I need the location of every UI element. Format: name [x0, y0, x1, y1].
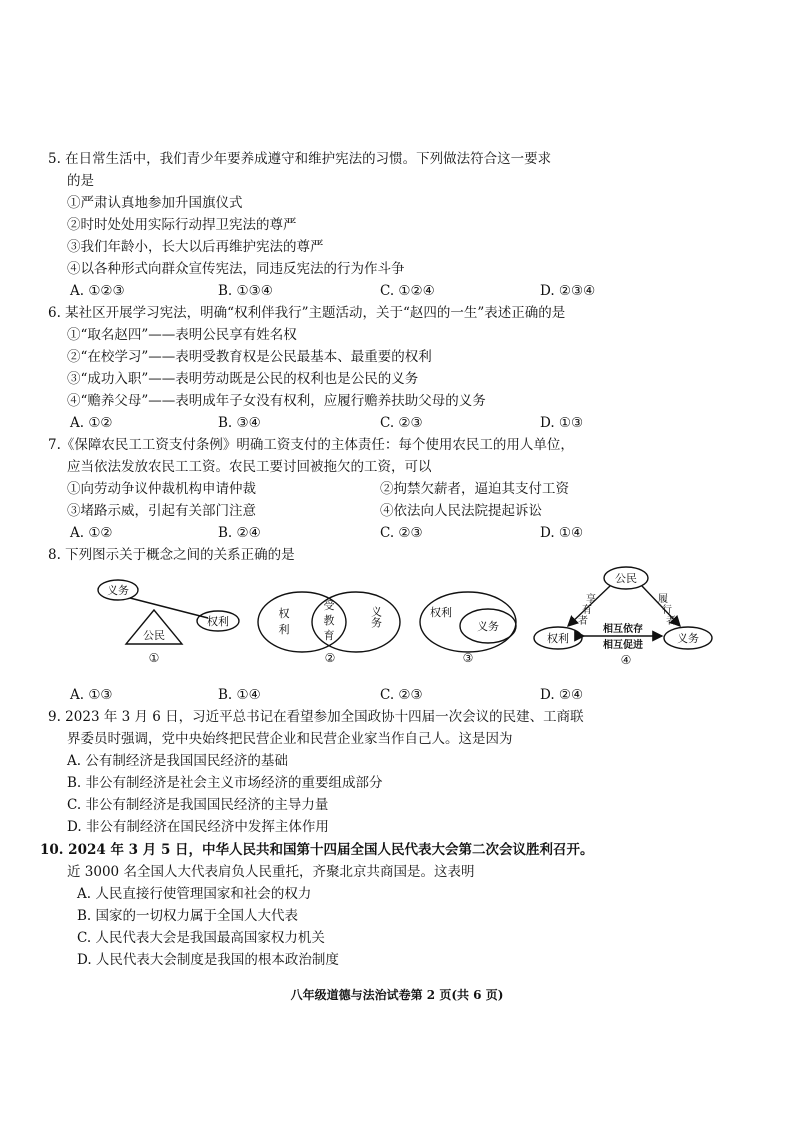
fig2-li: 利	[278, 623, 290, 636]
fig1-yiwu-label: 义务	[107, 584, 129, 597]
q7-statement-3: ③堵路示威，引起有关部门注意	[67, 503, 256, 519]
fig4-lv: 履	[658, 594, 668, 605]
q7-statement-1: ①向劳动争议仲裁机构申请仲裁	[67, 481, 256, 497]
fig4-xing: 行	[662, 605, 672, 616]
q5-stem-line2: 的是	[67, 173, 94, 189]
q5-statement-2: ②时时处处用实际行动捍卫宪法的尊严	[67, 217, 297, 233]
q8-option-a[interactable]: A. ①③	[70, 687, 113, 703]
q9-option-c[interactable]: C. 非公有制经济是我国国民经济的主导力量	[67, 797, 329, 813]
q7-stem-line1: 7.《保障农民工工资支付条例》明确工资支付的主体责任：每个使用农民工的用人单位，	[48, 437, 574, 453]
fig3-yiwu: 义务	[477, 620, 499, 633]
fig4-zhe: 者	[578, 616, 588, 627]
q7-statement-4: ④依法向人民法院提起诉讼	[380, 503, 542, 519]
fig2-jiao: 教	[323, 614, 335, 627]
fig2-quan: 权	[278, 607, 290, 620]
q9-option-d[interactable]: D. 非公有制经济在国民经济中发挥主体作用	[67, 819, 329, 835]
q10-option-a[interactable]: A. 人民直接行使管理国家和社会的权力	[77, 886, 312, 902]
q7-option-a[interactable]: A. ①②	[70, 525, 113, 541]
fig4-yiwu: 义务	[677, 632, 699, 645]
q9-stem-line1: 9. 2023 年 3 月 6 日，习近平总书记在看望参加全国政协十四届一次会议的民建、工商联	[48, 709, 584, 725]
fig3-outer-ellipse	[420, 592, 516, 652]
q8-figures	[90, 566, 730, 678]
q6-statement-4: ④“赡养父母”——表明成年子女没有权利，应履行赡养扶助父母的义务	[67, 393, 486, 409]
q6-option-a[interactable]: A. ①②	[70, 415, 113, 431]
q5-option-b[interactable]: B. ①③④	[218, 283, 273, 299]
q8-figure-3	[420, 592, 516, 665]
q8-figure-4	[534, 567, 712, 667]
fig1-lever-bar	[130, 598, 208, 618]
q7-option-d[interactable]: D. ①④	[540, 525, 584, 541]
q6-statement-1: ①“取名赵四”——表明公民享有姓名权	[67, 327, 297, 343]
q9-stem-line2: 界委员时强调，党中央始终把民营企业和民营企业家当作自己人。这是因为	[67, 731, 513, 747]
q8-option-b[interactable]: B. ①④	[218, 687, 261, 703]
q7-option-c[interactable]: C. ②③	[380, 525, 423, 541]
fig3-quanli: 权利	[430, 606, 452, 619]
fig2-number: ②	[324, 651, 336, 665]
q9-option-b[interactable]: B. 非公有制经济是社会主义市场经济的重要组成部分	[67, 775, 383, 791]
q7-statement-2: ②拘禁欠薪者，逼迫其支付工资	[380, 481, 569, 497]
q10-option-b[interactable]: B. 国家的一切权力属于全国人大代表	[77, 908, 299, 924]
q5-statement-1: ①严肃认真地参加升国旗仪式	[67, 195, 243, 211]
fig1-number: ①	[148, 651, 160, 665]
q7-stem-line2: 应当依法发放农民工工资。农民工要讨回被拖欠的工资，可以	[67, 459, 432, 475]
fig4-number: ④	[620, 653, 632, 667]
fig1-gongmin-label: 公民	[143, 629, 165, 642]
fig1-quanli-label: 权利	[207, 615, 229, 628]
page-footer: 八年级道德与法治试卷第 2 页(共 6 页)	[290, 988, 504, 1002]
fig4-you: 有	[582, 605, 592, 616]
q6-stem: 6. 某社区开展学习宪法，明确“权利伴我行”主题活动，关于“赵四的一生”表述正确的是	[48, 305, 566, 321]
q10-option-d[interactable]: D. 人民代表大会制度是我国的根本政治制度	[77, 952, 339, 968]
q5-option-a[interactable]: A. ①②③	[70, 283, 125, 299]
fig2-yu: 育	[323, 629, 335, 642]
q10-stem-line2: 近 3000 名全国人大代表肩负人民重托，齐聚北京共商国是。这表明	[67, 864, 475, 880]
q7-option-b[interactable]: B. ②④	[218, 525, 261, 541]
q5-option-c[interactable]: C. ①②④	[380, 283, 435, 299]
q9-option-a[interactable]: A. 公有制经济是我国国民经济的基础	[67, 753, 288, 769]
fig3-number: ③	[462, 651, 474, 665]
q5-stem-line1: 5. 在日常生活中，我们青少年要养成遵守和维护宪法的习惯。下列做法符合这一要求	[48, 151, 552, 167]
fig4-xiang: 享	[586, 594, 596, 605]
fig4-rel1: 相互依存	[603, 624, 643, 635]
q6-statement-2: ②“在校学习”——表明受教育权是公民最基本、最重要的权利	[67, 349, 432, 365]
q6-option-b[interactable]: B. ③④	[218, 415, 261, 431]
q5-statement-4: ④以各种形式向群众宣传宪法，同违反宪法的行为作斗争	[67, 261, 405, 277]
fig4-zhe2: 者	[666, 616, 676, 627]
q6-option-c[interactable]: C. ②③	[380, 415, 423, 431]
q8-option-c[interactable]: C. ②③	[380, 687, 423, 703]
q8-option-d[interactable]: D. ②④	[540, 687, 584, 703]
q5-option-d[interactable]: D. ②③④	[540, 283, 596, 299]
fig2-yiwu: 义务	[369, 606, 383, 628]
fig4-gongmin: 公民	[615, 572, 637, 585]
q8-figure-2	[258, 592, 400, 665]
fig2-shou: 受	[323, 599, 335, 612]
fig4-quanli: 权利	[547, 632, 569, 645]
q6-option-d[interactable]: D. ①③	[540, 415, 584, 431]
q8-stem: 8. 下列图示关于概念之间的关系正确的是	[48, 547, 295, 563]
q10-option-c[interactable]: C. 人民代表大会是我国最高国家权力机关	[77, 930, 325, 946]
q10-stem-line1: 10. 2024 年 3 月 5 日，中华人民共和国第十四届全国人民代表大会第二次会议胜利召开。	[40, 842, 594, 858]
q5-statement-3: ③我们年龄小，长大以后再维护宪法的尊严	[67, 239, 324, 255]
q6-statement-3: ③“成功入职”——表明劳动既是公民的权利也是公民的义务	[67, 371, 419, 387]
q8-figure-1	[98, 580, 239, 665]
fig4-rel2: 相互促进	[603, 640, 643, 651]
